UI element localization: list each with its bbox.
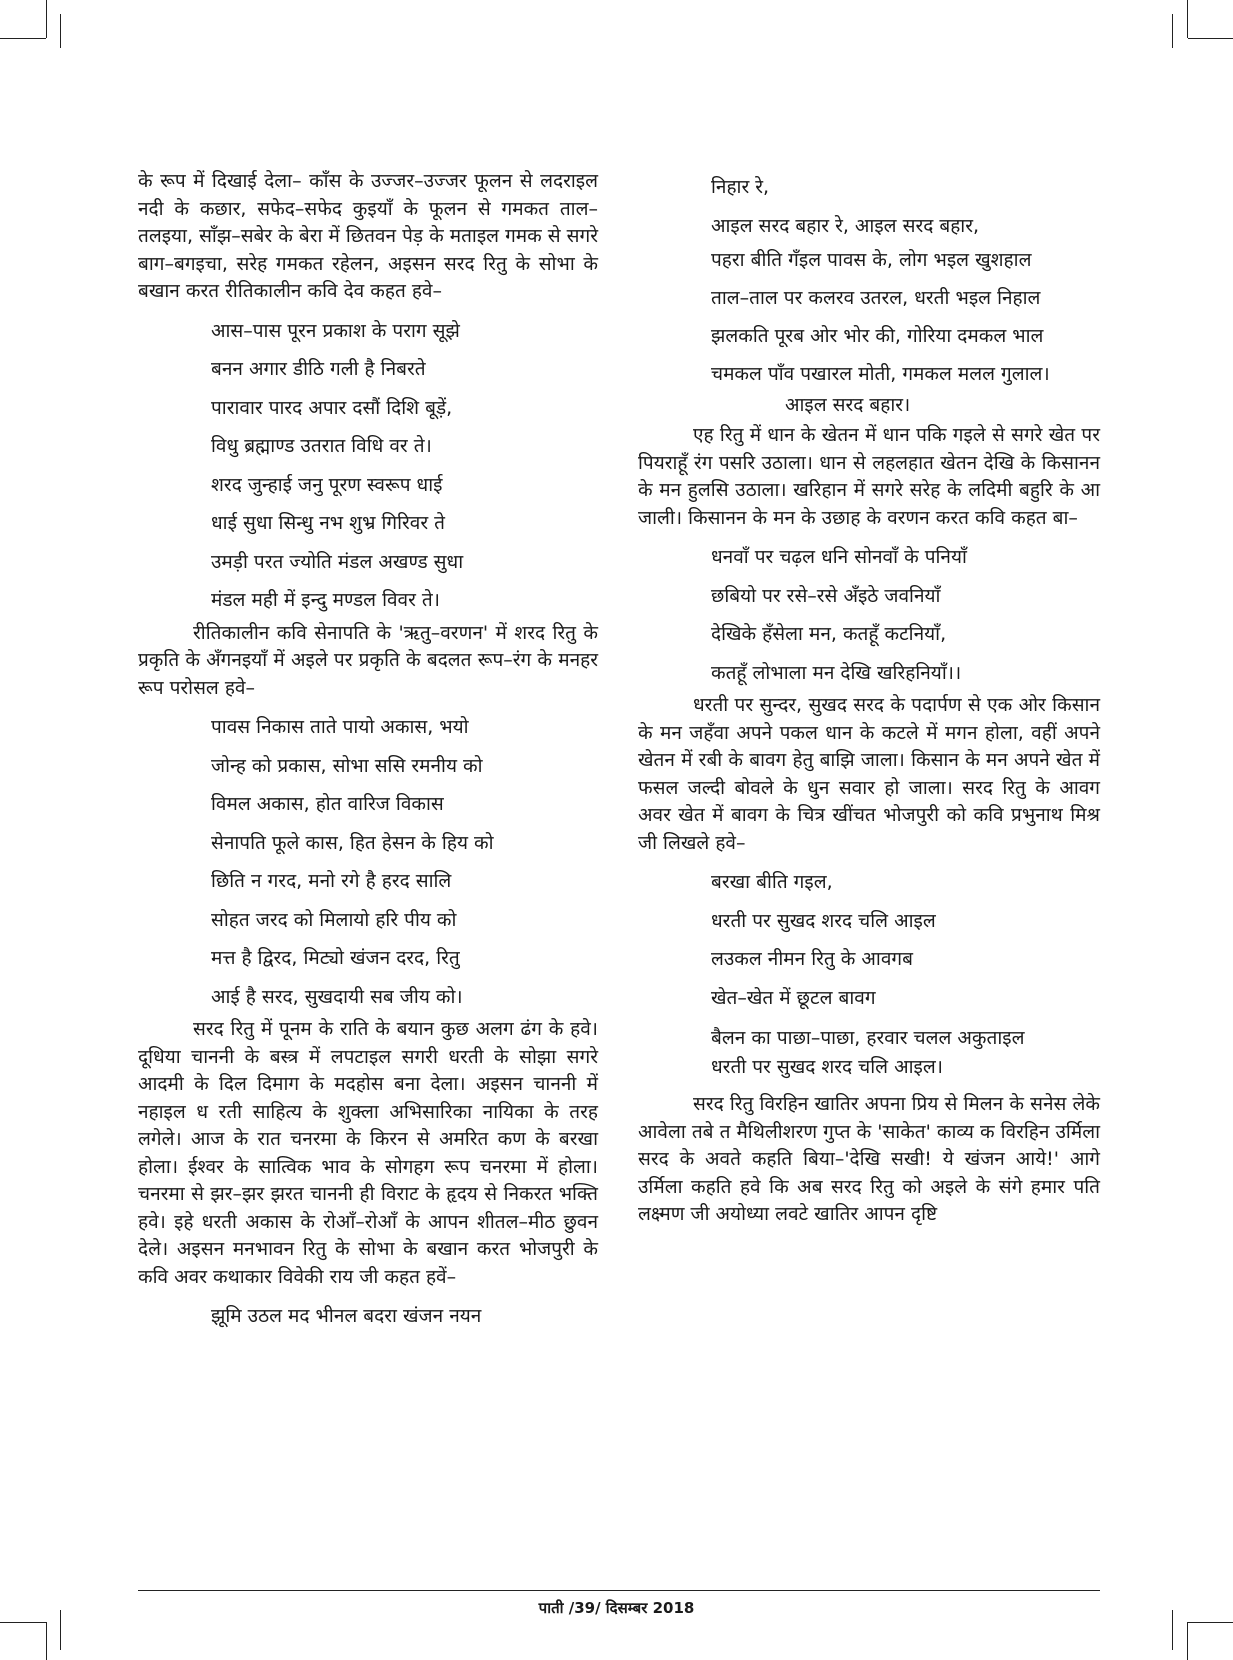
- verse-line: उमड़ी परत ज्योति मंडल अखण्ड सुधा: [211, 550, 464, 573]
- paragraph: धरती पर सुन्दर, सुखद सरद के पदार्पण से एक ओर किसान के मन जहँवा अपने पकल धान के कटले में मगन होला, वहीं अपने खेतन में रबी के बावग हेतु बाझि जाला। किसान के मन अपने खेत में फसल जल्दी बोवले के धुन सवार हो जाला। सरद रितु के आवग अवर खेत में बावग के चित्र खींचत भोजपुरी को कवि प्रभुनाथ मिश्र जी लिखले हवे–: [638, 694, 1100, 854]
- crop-mark: [1187, 0, 1188, 38]
- verse-line: खेत–खेत में छूटल बावग: [711, 986, 876, 1009]
- verse-line: बरखा बीति गइल,: [711, 871, 833, 893]
- verse-line: आई है सरद, सुखदायी सब जीय को।: [211, 985, 463, 1008]
- paragraph: एह रितु में धान के खेतन में धान पकि गइले से सगरे खेत पर पियराहूँ रंग पसरि उठाला। धान से लहलहात खेतन देखि के किसानन के मन हुलसि उठाला। खरिहान में सगरे सरेह के लदिमी बहुरि के आ जाली। किसानन के मन के उछाह के वरणन करत कवि कहत बा–: [638, 424, 1100, 529]
- verse-line: पहरा बीति गँइल पावस के, लोग भइल खुशहाल: [711, 249, 1032, 271]
- verse-line: सोहत जरद को मिलायो हरि पीय को: [211, 908, 457, 931]
- verse-line: धनवाँ पर चढ़ल धनि सोनवाँ के पनियाँ: [711, 546, 967, 568]
- crop-mark: [1188, 1622, 1233, 1623]
- verse-line: आस–पास पूरन प्रकाश के पराग सूझे: [211, 319, 460, 342]
- left-column: [138, 168, 598, 1336]
- verse-line: ताल–ताल पर कलरव उतरल, धरती भइल निहाल: [711, 287, 1041, 309]
- verse-block: [638, 538, 1100, 692]
- paragraph: सरद रितु में पूनम के राति के बयान कुछ अलग ढंग के हवे। दूधिया चाननी के बस्त्र में लपटाइल सगरी धरती के सोझा सगरे आदमी के दिल दिमाग के मदहोस बना देला। अइसन चाननी में नहाइल ध रती साहित्य के शुक्ला अभिसारिका नायिका के तरह लगेले। आज के रात चनरमा के किरन से अमरित कण के बरखा होला। ईश्वर के सात्विक भाव के सोगहग रूप चनरमा में होला। चनरमा से झर–झर झरत चाननी ही विराट के हृदय से निकरत भक्ति हवे। इहे धरती अकास के रोआँ–रोआँ के आपन शीतल–मीठ छुवन देले। अइसन मनभावन रितु के सोभा के बखान करत भोजपुरी के कवि अवर कथाकार विवेकी राय जी कहत हवें–: [138, 1018, 598, 1288]
- paragraph: सरद रितु विरहिन खातिर अपना प्रिय से मिलन के सनेस लेके आवेला तबे त मैथिलीशरण गुप्त के 'साकेत' काव्य क विरहिन उर्मिला सरद के अवते कहति बिया–'देखि सखी! ये खंजन आये!' आगे उर्मिला कहति हवे कि अब सरद रितु को अइले के संगे हमार पति लक्ष्मण जी अयोध्या लवटे खातिर आपन दृष्टि: [638, 1093, 1100, 1225]
- paragraph: के रूप में दिखाई देला– काँस के उज्जर–उज्जर फूलन से लदराइल नदी के कछार, सफेद–सफेद कुइयाँ के फूलन से गमकत ताल–तलइया, साँझ–सबेर के बेरा में छितवन पेड़ के मताइल गमक से सगरे बाग–बगइचा, सरेह गमकत रहेलन, अइसन सरद रितु के सोभा के बखान करत रीतिकालीन कवि देव कहत हवे–: [138, 170, 598, 302]
- verse-block: [138, 312, 598, 620]
- crop-mark: [0, 38, 46, 39]
- verse-line: छिति न गरद, मनो रगे है हरद सालि: [211, 870, 452, 892]
- verse-line: छबियो पर रसे–रसे अँइठे जवनियाँ: [711, 584, 941, 607]
- verse-line: झूमि उठल मद भीनल बदरा खंजन नयन: [211, 1305, 482, 1327]
- verse-line: सेनापति फूले कास, हित हेसन के हिय को: [211, 831, 494, 854]
- crop-mark: [60, 14, 61, 48]
- verse-line: मंडल मही में इन्दु मण्डल विवर ते।: [211, 589, 440, 611]
- verse-block: [138, 708, 598, 1016]
- verse-line: पारावार पारद अपार दसौं दिशि बूड़ें,: [211, 396, 453, 419]
- paragraph: रीतिकालीन कवि सेनापति के 'ऋतु–वरणन' में शरद रितु के प्रकृति के अँगनइयाँ में अइले पर प्रकृति के बदलत रूप–रंग के मनहर रूप परोसल हवे–: [138, 621, 598, 699]
- crop-mark: [1187, 1622, 1188, 1660]
- verse-line: धाई सुधा सिन्धु नभ शुभ्र गिरिवर ते: [211, 512, 445, 534]
- verse-line: विधु ब्रह्माण्ड उतरात विधि वर ते।: [211, 435, 432, 457]
- verse-block: [638, 168, 1100, 422]
- verse-line: झलकति पूरब ओर भोर की, गोरिया दमकल भाल: [711, 325, 1044, 347]
- verse-line: कतहूँ लोभाला मन देखि खरिहनियाँ।।: [711, 661, 962, 684]
- verse-line: बनन अगार डीठि गली है निबरते: [211, 358, 426, 380]
- right-column: [638, 168, 1100, 1229]
- crop-mark: [1172, 14, 1173, 48]
- crop-mark: [0, 1622, 46, 1623]
- verse-line: धरती पर सुखद शरद चलि आइल: [711, 909, 936, 932]
- verse-line: पावस निकास ताते पायो अकास, भयो: [211, 716, 469, 738]
- footer-rule: [138, 1590, 1100, 1591]
- page-footer: पाती /39/ दिसम्बर 2018: [538, 1599, 695, 1617]
- verse-line: शरद जुन्हाई जनु पूरण स्वरूप धाई: [211, 473, 443, 496]
- verse-line: मत्त है द्विरद, मिट्यो खंजन दरद, रितु: [211, 947, 460, 969]
- verse-line: देखिके हँसेला मन, कतहूँ कटनियाँ,: [711, 623, 947, 645]
- verse-line: जोन्ह को प्रकास, सोभा ससि रमनीय को: [211, 754, 483, 777]
- verse-line: धरती पर सुखद शरद चलि आइल।: [711, 1056, 943, 1078]
- verse-line: चमकल पाँव पखारल मोती, गमकल मलल गुलाल।: [711, 363, 1050, 385]
- crop-mark: [1188, 38, 1233, 39]
- crop-mark: [46, 1622, 47, 1660]
- crop-mark: [46, 0, 47, 38]
- verse-block: [638, 863, 1100, 1081]
- verse-line: आइल सरद बहार रे, आइल सरद बहार,: [711, 214, 980, 237]
- verse-line: बैलन का पाछा–पाछा, हरवार चलल अकुताइल: [711, 1027, 1025, 1049]
- verse-line: निहार रे,: [711, 176, 770, 198]
- verse-line: विमल अकास, होत वारिज विकास: [211, 793, 444, 815]
- verse-line: आइल सरद बहार।: [785, 394, 911, 416]
- verse-line: लउकल नीमन रितु के आवगब: [711, 948, 913, 970]
